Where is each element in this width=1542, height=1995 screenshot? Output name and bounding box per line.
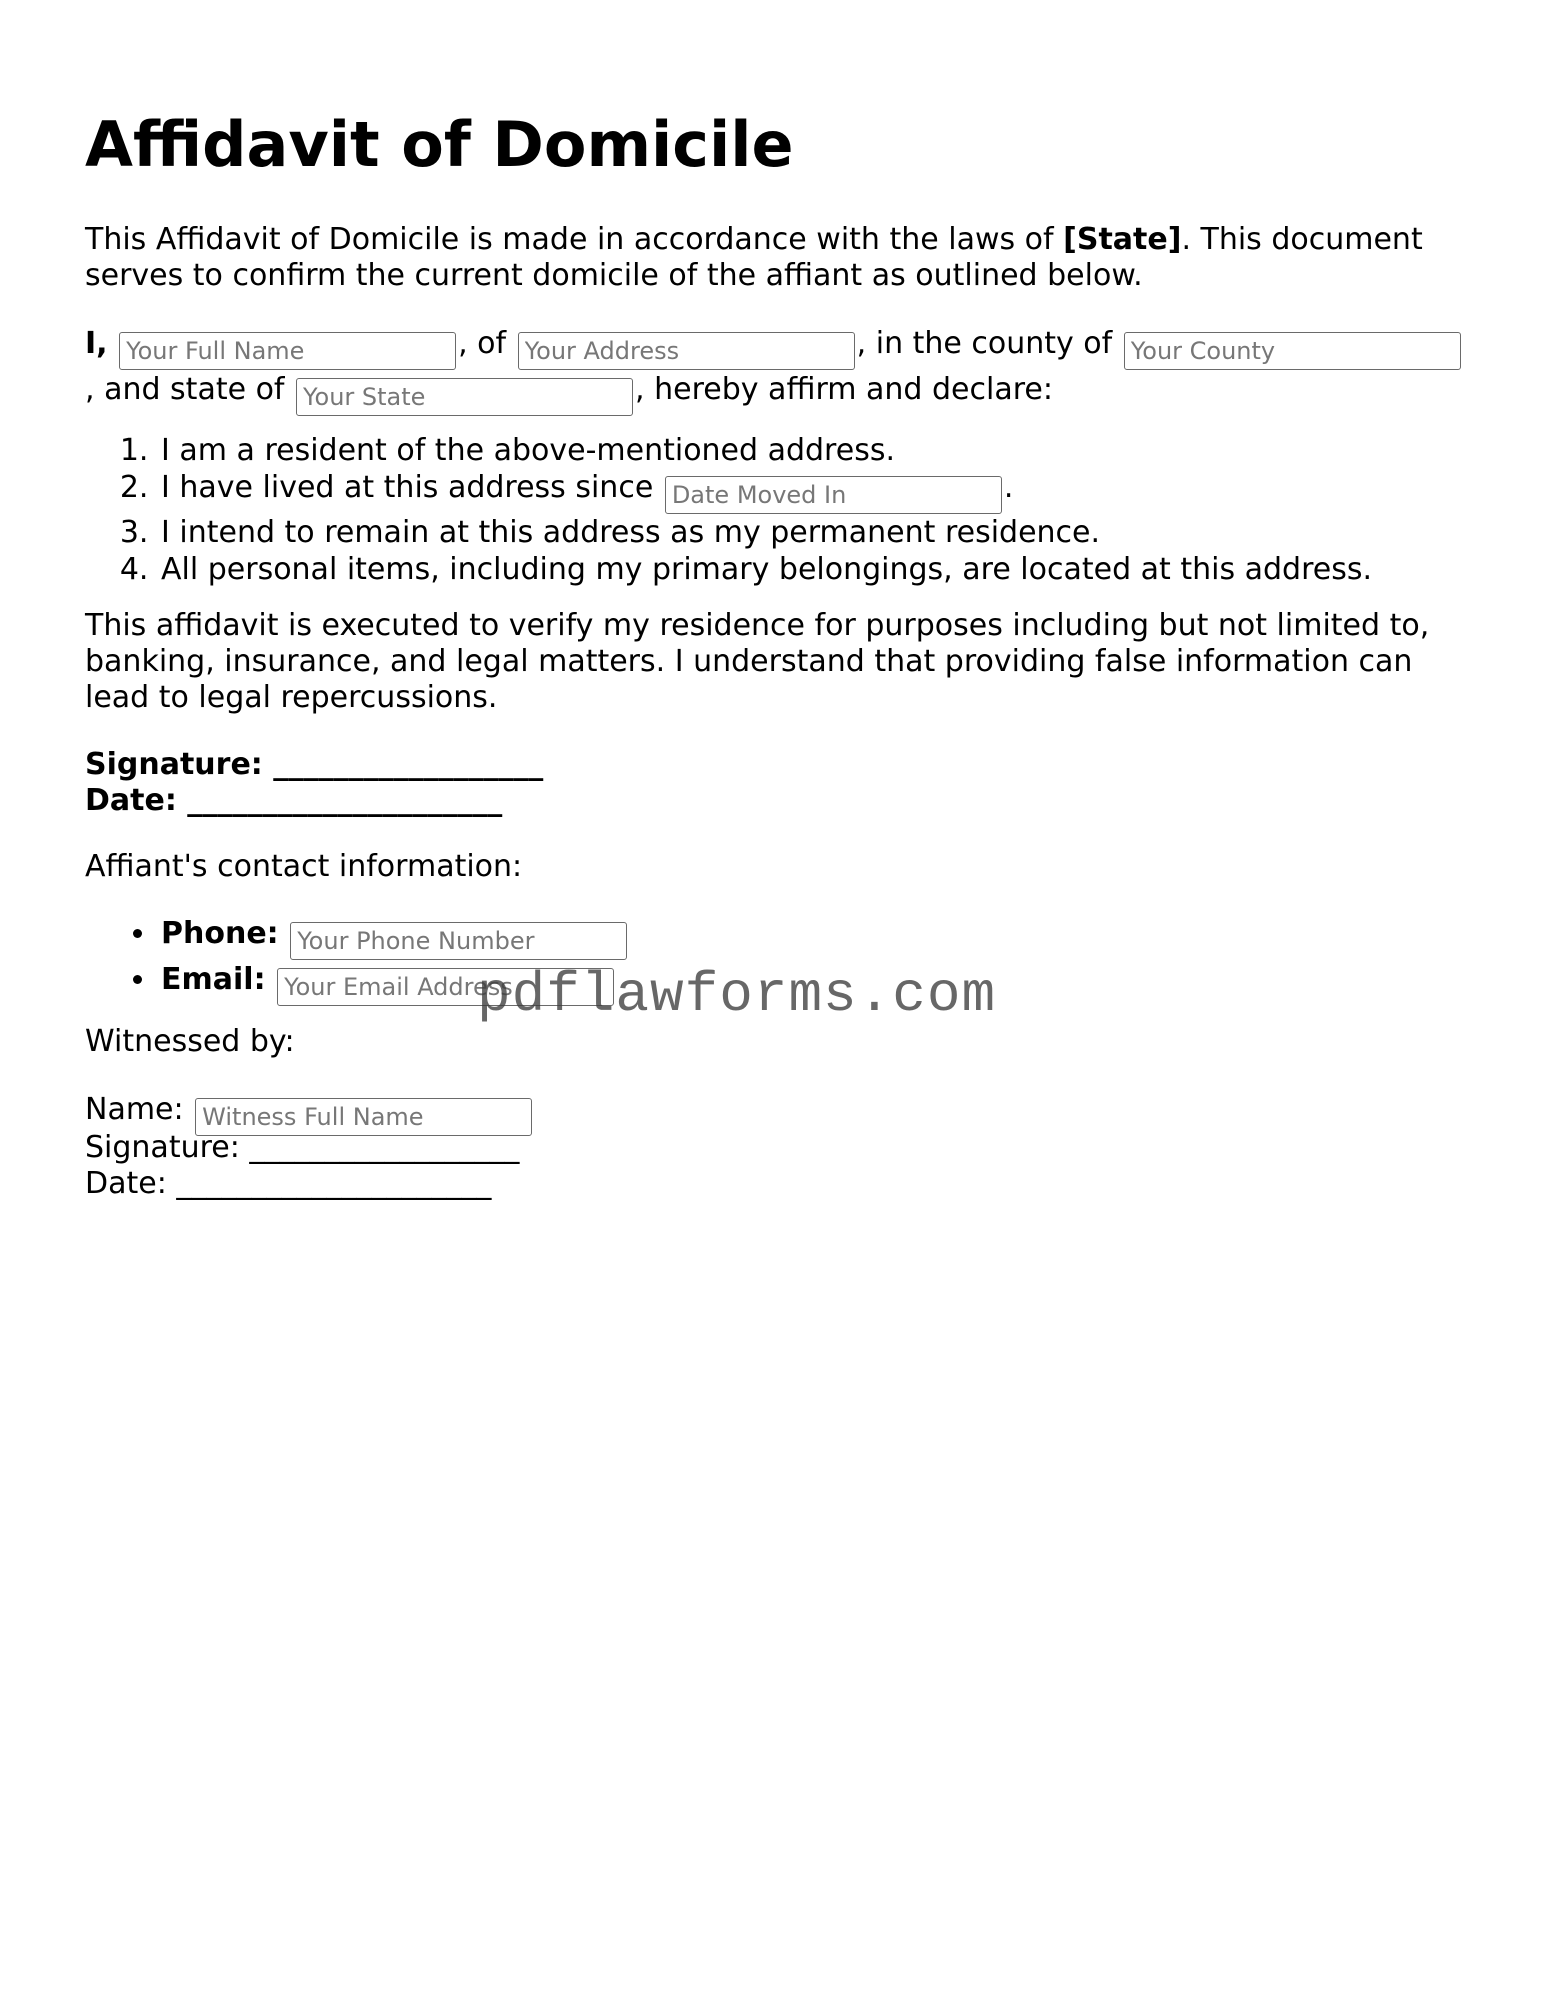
- witness-signature-line: Signature: __________________: [85, 1130, 520, 1165]
- of-text: , of: [458, 326, 507, 361]
- declaration-list: [85, 432, 1372, 588]
- list-item: 1. I am a resident of the above-mentioned address.: [158, 432, 1372, 469]
- i-label: I,: [85, 326, 108, 361]
- address-input[interactable]: [518, 332, 855, 370]
- state-placeholder-text: [State]: [1063, 222, 1182, 257]
- contact-list: [85, 914, 629, 1006]
- list-item: [158, 914, 629, 960]
- witnessed-by-heading: Witnessed by:: [85, 1024, 295, 1059]
- affiant-date-line: Date: _____________________: [85, 783, 503, 818]
- affiant-signature-line: Signature: __________________: [85, 747, 544, 782]
- state-text: , and state of: [85, 372, 285, 407]
- declaration-paragraph: [85, 324, 1465, 416]
- intro-text-before: This Affidavit of Domicile is made in accordance with the laws of: [85, 222, 1064, 257]
- contact-heading: Affiant's contact information:: [85, 849, 523, 884]
- witness-date-line: Date: _____________________: [85, 1166, 492, 1201]
- email-label: Email:: [161, 962, 266, 997]
- email-input[interactable]: [277, 968, 614, 1006]
- county-text: , in the county of: [856, 326, 1113, 361]
- intro-text-after: . This document serves to confirm the current domicile of the affiant as outlined below.: [85, 222, 1423, 293]
- intro-paragraph: [85, 222, 1465, 294]
- phone-label: Phone:: [161, 916, 279, 951]
- witness-name-label: Name:: [85, 1092, 184, 1127]
- date-moved-in-input[interactable]: [665, 476, 1002, 514]
- list-item: 4. All personal items, including my primary belongings, are located at this address.: [158, 551, 1372, 588]
- list-item: [158, 469, 1372, 514]
- item2-text: I have lived at this address since: [161, 470, 654, 505]
- phone-input[interactable]: [290, 922, 627, 960]
- item2-period: .: [1003, 470, 1014, 505]
- watermark: pdflawforms.com: [477, 963, 997, 1027]
- list-item: 3. I intend to remain at this address as my permanent residence.: [158, 514, 1372, 551]
- state-input[interactable]: [296, 378, 633, 416]
- page-title: Affidavit of Domicile: [85, 108, 794, 181]
- affirm-text: , hereby affirm and declare:: [635, 372, 1053, 407]
- county-input[interactable]: [1124, 332, 1461, 370]
- full-name-input[interactable]: [119, 332, 456, 370]
- purpose-paragraph: This affidavit is executed to verify my residence for purposes including but not limited to, banking, insurance, and legal matters. I understand that providing false information can lead to legal repercussions.: [85, 608, 1430, 715]
- list-item: [158, 960, 629, 1006]
